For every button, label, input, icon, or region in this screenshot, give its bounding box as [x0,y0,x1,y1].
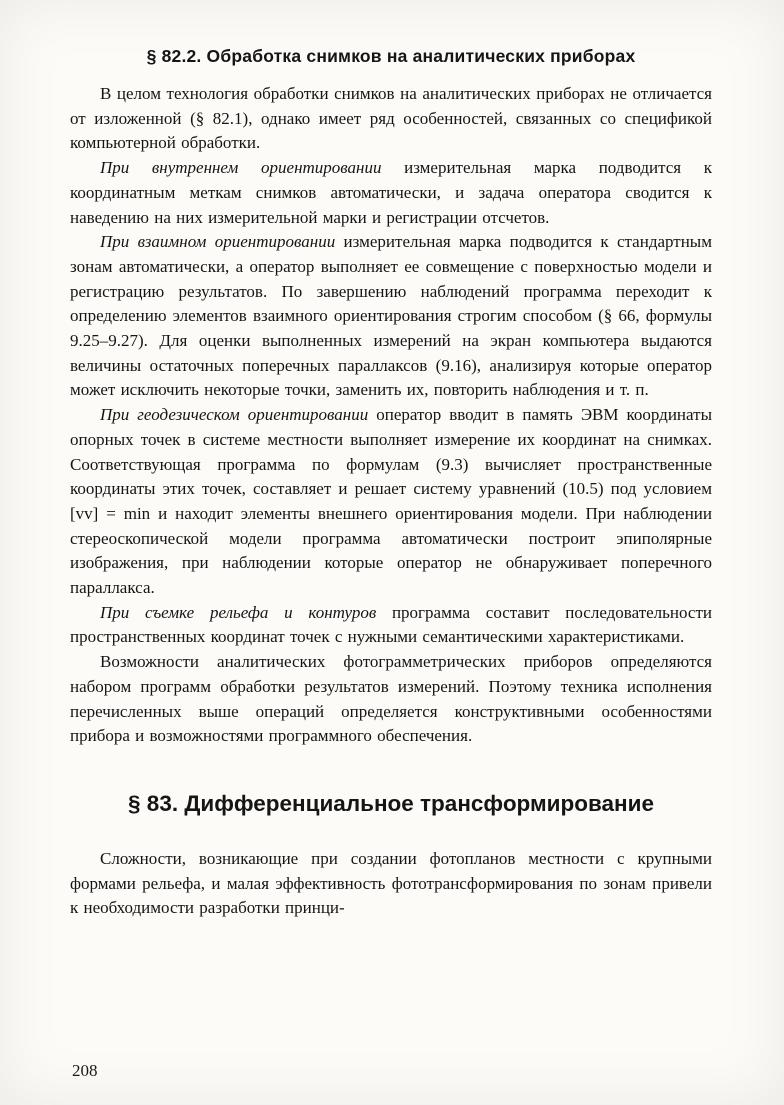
paragraph [70,403,712,601]
paragraph-text: программа составит последовательности пространственных координат точек с нужными семантическими характеристиками. [70,602,712,647]
paragraph-text: измерительная марка подводится к координатным меткам снимков автоматически, и задача оператора сводится к наведению на них измерительной марки и регистрации отсчетов. [70,158,712,227]
section-heading-82-2: § 82.2. Обработка снимков на аналитических приборах [146,46,636,66]
paragraph-text: Сложности, возникающие при создании фотопланов местности с крупными формами рельефа, и малая эффективность фототрансформирования по зонам привели к необходимости разработки принци- [70,848,712,918]
paragraph-lead-italic: При геодезическом ориентировании [100,405,369,425]
paragraph [70,847,712,921]
paragraph-lead-italic: При съемке рельефа и контуров [100,602,377,622]
paragraph-text: Возможности аналитических фотограмметрических приборов определяются набором программ обработки результатов измерений. Поэтому техника исполнения перечисленных выше операций определяется конструктивными особенностями прибора и возможностями программного обеспечения. [70,652,712,746]
paragraph [70,82,712,156]
paragraph-text: В целом технология обработки снимков на аналитических приборах не отличается от изложенной (§ 82.1), однако имеет ряд особенностей, связанных со спецификой компьютерной обработки. [70,84,712,153]
paragraph-lead-italic: При внутреннем ориентировании [100,158,382,178]
paragraph-text: измерительная марка подводится к стандартным зонам автоматически, а оператор выполняет ее совмещение с поверхностью модели и регистрацию результатов. По завершению наблюдений программа переходит к определению элементов взаимного ориентирования строгим способом (§ 66, формулы 9.25–9.27). Для оценки выполненных измерений на экран компьютера выдаются величины остаточных поперечных параллаксов (9.16), анализируя которые оператор может исключить некоторые точки, заменить их, повторить наблюдения и т. п. [70,232,712,400]
paragraph-text: оператор вводит в память ЭВМ координаты опорных точек в системе местности выполняет измерение их координат на снимках. Соответствующая программа по формулам (9.3) вычисляет пространственные координаты этих точек, составляет и решает систему уравнений (10.5) под условием [vv] = min и находит элементы внешнего ориентирования модели. При наблюдении стереоскопической модели программа автоматически построит эпиполярные изображения, при наблюдении которые оператор не обнаруживает поперечного параллакса. [70,405,712,598]
paragraph-lead-italic: При взаимном ориентировании [100,232,336,252]
paragraph [70,156,712,230]
paragraph [70,601,712,650]
paragraph [70,230,712,403]
page-number: 208 [72,1061,98,1080]
section-heading-83: § 83. Дифференциальное трансформирование [128,790,654,816]
paragraph [70,650,712,749]
